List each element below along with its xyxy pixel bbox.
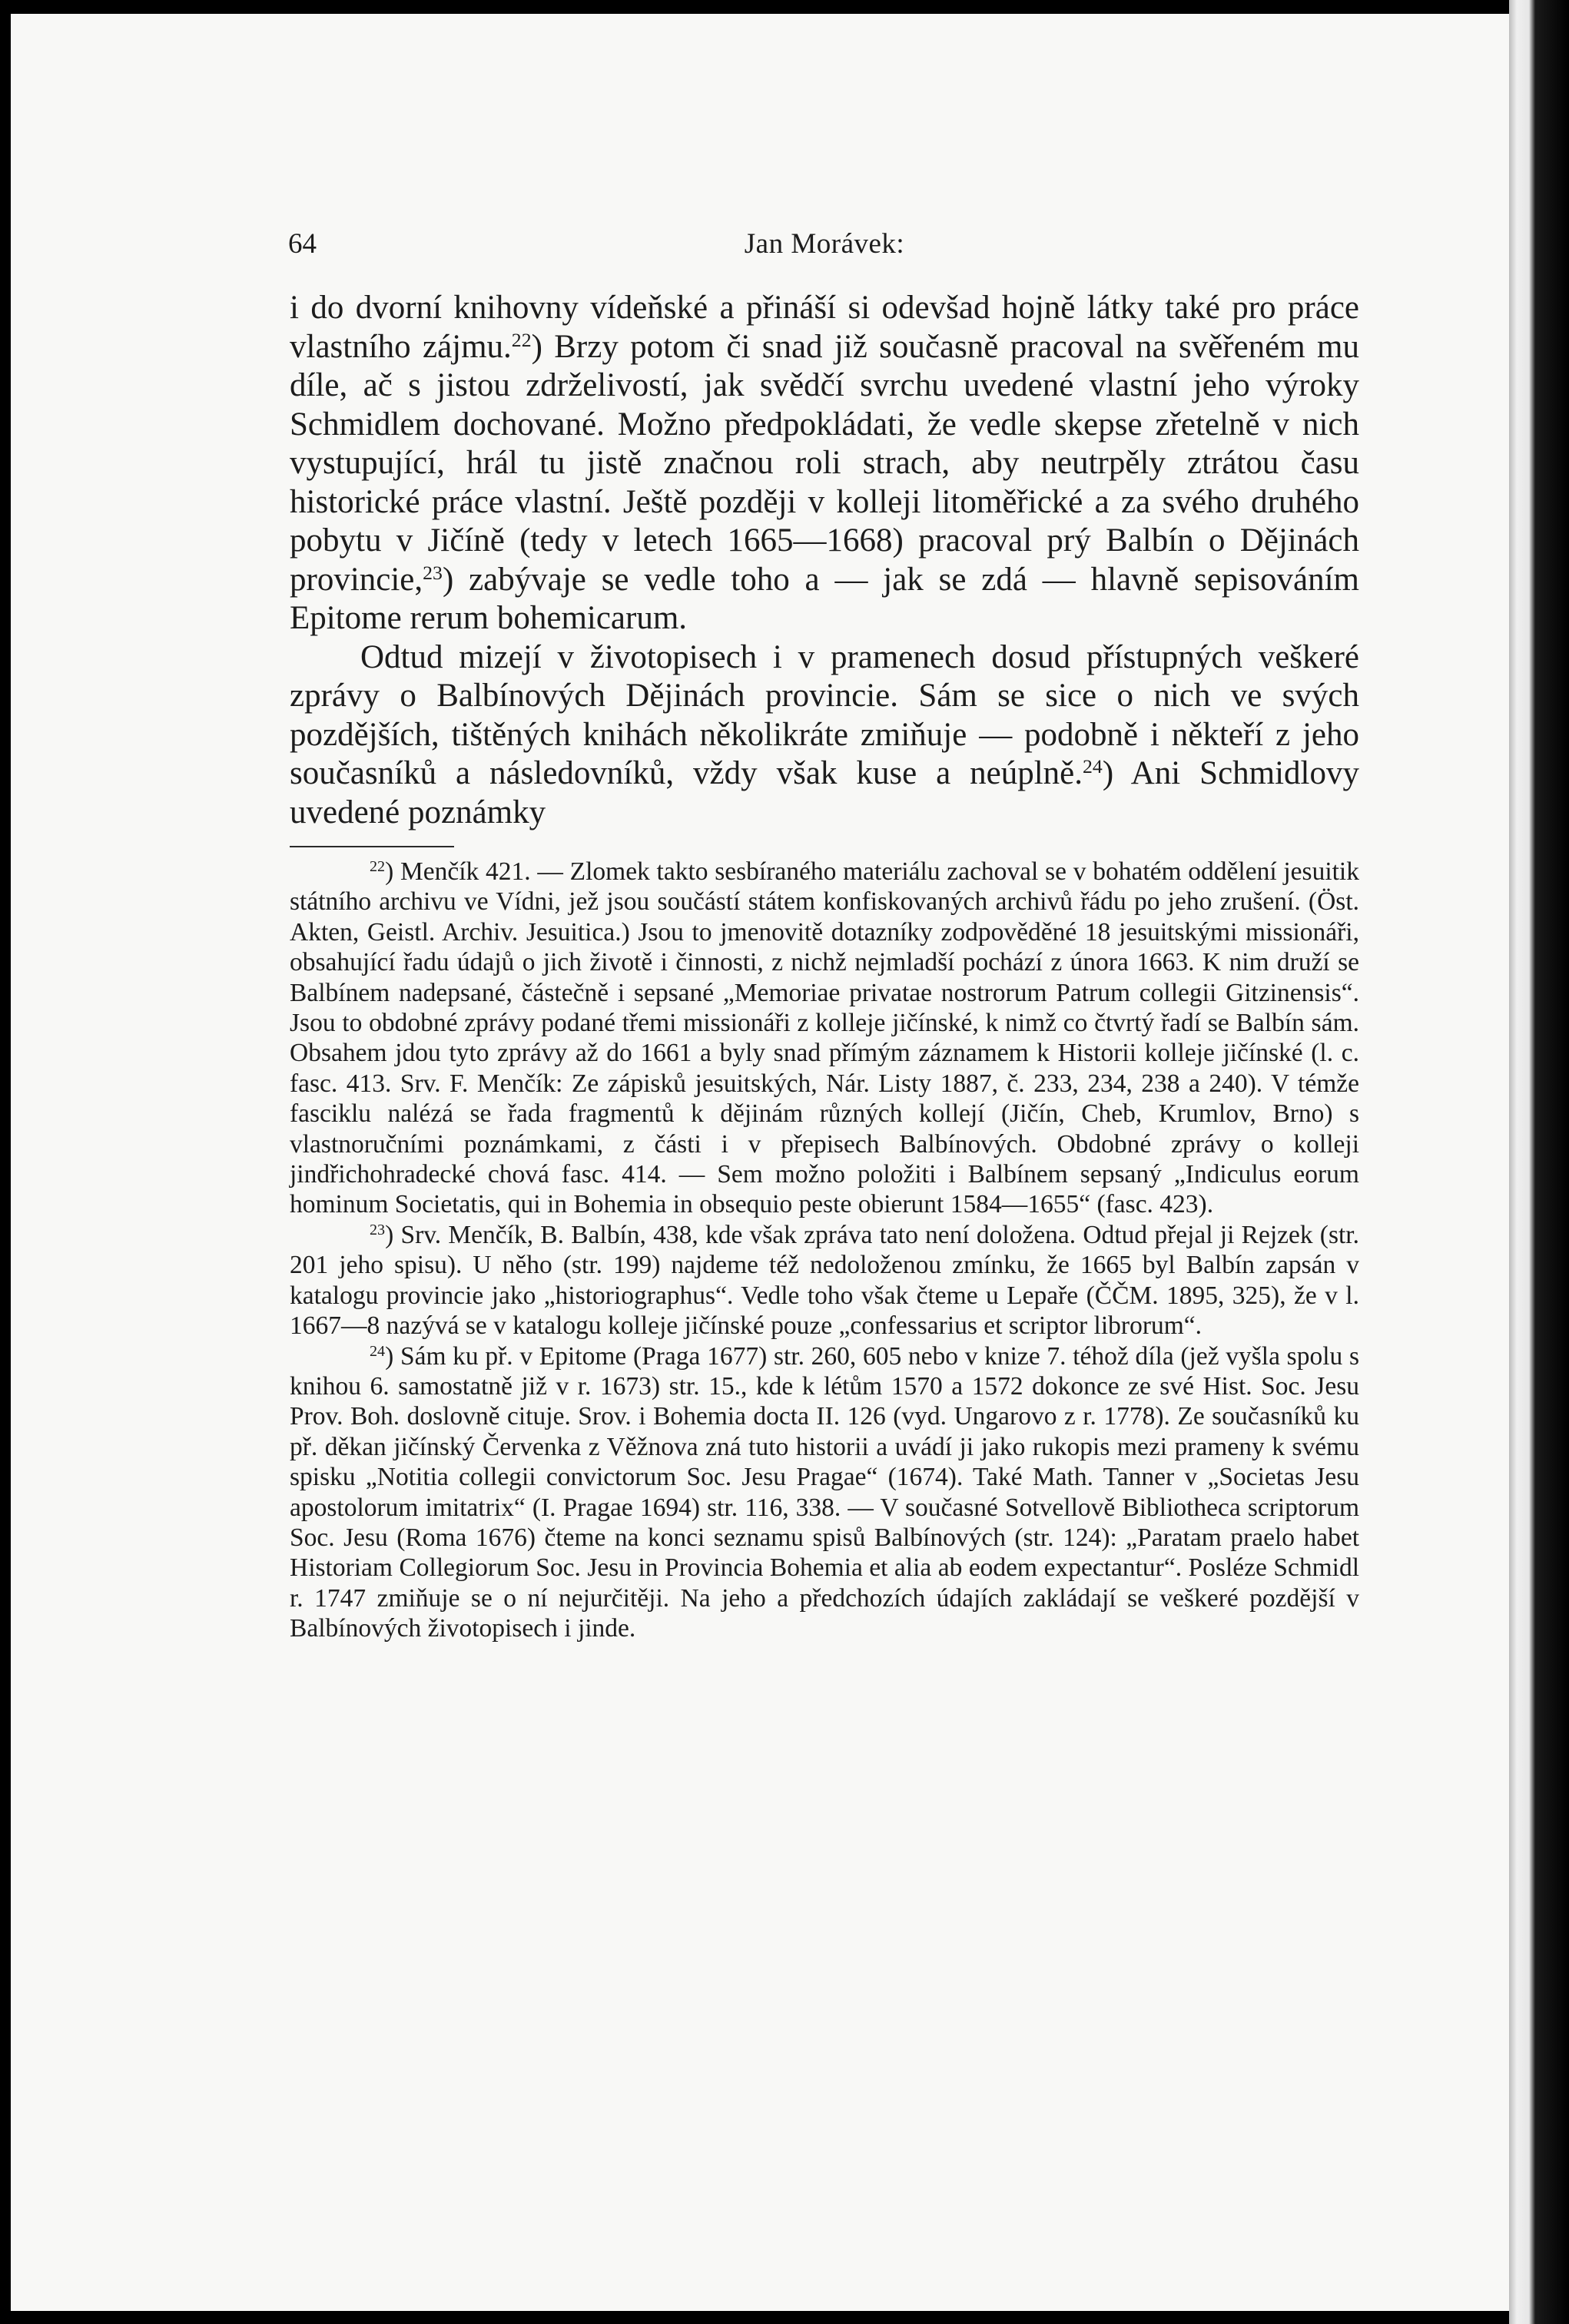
footnote-ref-22: 22 xyxy=(511,328,532,351)
book-page xyxy=(11,14,1509,2311)
footnote-separator xyxy=(290,846,454,847)
running-title: Jan Morávek: xyxy=(744,228,905,260)
footnote-24: $^{24}$) Sám ku př. v Epitome (Praga 1677) str. 260, 605 nebo v knize 7. téhož díla (jež vyšla spolu s knihou 6. samostatně již v r. 1673) str. 15., kde k létům 1570 a 1572 dokonce ze své Hist. Soc. Jesu Prov. Boh. doslovně cituje. Srov. i Bohemia docta II. 126 (vyd. Ungarovo z r. 1778). Ze současníků ku př. děkan jičínský Červenka z Věžnova zná tuto historii a uvádí ji jako rukopis mezi prameny k svému spisku „Notitia collegii convictorum Soc. Jesu Pragae“ (1674). Také Math. Tanner v „Societas Jesu apostolorum imitatrix“ (I. Pragae 1694) str. 116, 338. — V současné Sotvellově Bibliotheca scriptorum Soc. Jesu (Roma 1676) čteme na konci seznamu spisů Balbínových (str. 124): „Paratam praelo habet Historiam Collegiorum Soc. Jesu in Provincia Bohemia et alia ab eodem expectantur“. Posléze Schmidl r. 1747 zmiňuje se o ní nejurčitěji. Na jeho a předchozích údajích zakládají se veškeré pozdější v Balbínových životopisech i jinde. xyxy=(290,1341,1359,1643)
body-paragraph-2: Odtud mizejí v životopisech i v pramenech dosud přístupných veškeré zprávy o Balbínových Dějinách provincie. Sám se sice o nich ve svých pozdějších, tištěných knihách několikráte zmiňuje — podobně i někteří z jeho současníků a následovníků, vždy však kuse a neúplně.$^{24}$) Ani Schmidlovy uvedené poznámky xyxy=(290,638,1359,830)
footnote-ref-24: 24 xyxy=(1083,754,1103,777)
footnote-marker: 22 xyxy=(370,857,386,875)
footnote-marker: 24 xyxy=(370,1342,386,1360)
page-header xyxy=(290,217,1359,266)
main-text xyxy=(290,289,1359,832)
page-content xyxy=(290,217,1359,1644)
book-spine-edge xyxy=(1509,0,1569,2324)
footnote-23: $^{23}$) Srv. Menčík, B. Balbín, 438, kde však zpráva tato není doložena. Odtud přejal ji Rejzek (str. 201 jeho spisu). U něho (str. 199) najdeme též nedoloženou zmínku, že 1665 byl Balbín zapsán v katalogu provincie jako „historiographus“. Vedle toho však čteme u Lepaře (ČČM. 1895, 325), že v l. 1667—8 nazývá se v katalogu kolleje jičínské pouze „confessarius et scriptor librorum“. xyxy=(290,1220,1359,1341)
footnote-22: $^{22}$) Menčík 421. — Zlomek takto sesbíraného materiálu zachoval se v bohatém oddělení jesuitik státního archivu ve Vídni, jež jsou součástí státem konfiskovaných archivů řádu po jeho zrušení. (Öst. Akten, Geistl. Archiv. Jesuitica.) Jsou to jmenovitě dotazníky zodpověděné 18 jesuitskými missionáři, obsahující řadu údajů o jich životě i činnosti, z nichž nejmladší pochází z února 1663. K nim druží se Balbínem nadepsané, částečně i sepsané „Memoriae privatae nostrorum Patrum collegii Gitzinensis“. Jsou to obdobné zprávy podané třemi missionáři z kolleje jičínské, k nimž co čtvrtý řadí se Balbín sám. Obsahem jdou tyto zprávy až do 1661 a byly snad přímým záznamem k Historii kolleje jičínské (l. c. fasc. 413. Srv. F. Menčík: Ze zápisků jesuitských, Nár. Listy 1887, č. 233, 234, 238 a 240). V témže fasciklu nalézá se řada fragmentů k dějinám různých kollejí (Jičín, Cheb, Krumlov, Brno) s vlastnoručními poznámkami, z části i v přepisech Balbínových. Obdobné zprávy o kolleji jindřichohradecké chová fasc. 414. — Sem možno položiti i Balbínem sepsaný „Indiculus eorum hominum Societatis, qui in Bohemia in obsequio peste obierunt 1584—1655“ (fasc. 423). xyxy=(290,857,1359,1219)
body-paragraph-1: i do dvorní knihovny vídeňské a přináší si odevšad hojně látky také pro práce vlastního zájmu.$^{22}$) Brzy potom či snad již současně pracoval na svěřeném mu díle, ač s jistou zdrželivostí, jak svědčí svrchu uvedené vlastní jeho výroky Schmidlem dochované. Možno předpokládati, že vedle skepse zřetelně v nich vystupující, hrál tu jistě značnou roli strach, aby neutrpěly ztrátou času historické práce vlastní. Ještě později v kolleji litoměřické a za svého druhého pobytu v Jičíně (tedy v letech 1665—1668) pracoval prý Balbín o Dějinách provincie,$^{23}$) zabývaje se vedle toho a — jak se zdá — hlavně sepisováním Epitome rerum bohemicarum. xyxy=(290,290,1359,636)
footnote-ref-23: 23 xyxy=(423,561,443,584)
page-number: 64 xyxy=(288,228,317,260)
footnote-marker: 23 xyxy=(370,1221,386,1238)
footnotes xyxy=(290,857,1359,1644)
